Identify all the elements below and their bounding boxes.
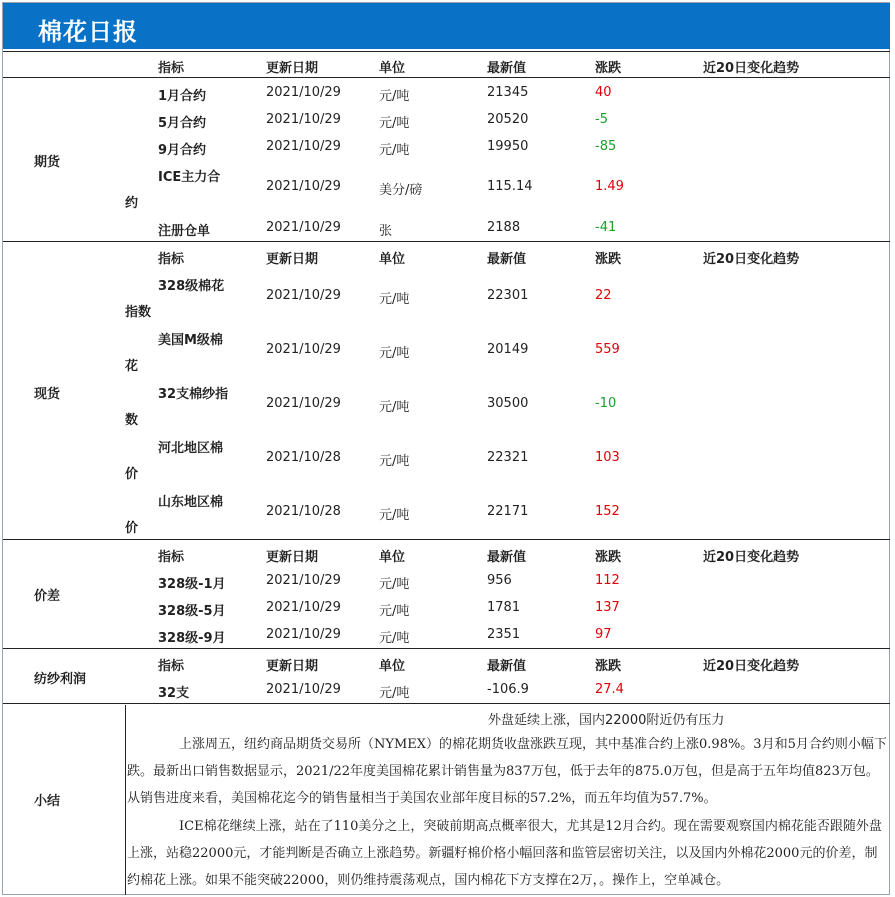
spot-row-value: 22321 xyxy=(487,450,529,465)
futures-row-value: 2188 xyxy=(487,220,521,235)
futures-row-name: ICE主力合 xyxy=(158,170,221,185)
spot-row-date: 2021/10/28 xyxy=(266,450,341,465)
top-header-unit: 单位 xyxy=(379,61,406,76)
futures-row-unit: 美分/磅 xyxy=(379,183,423,198)
futures-row-unit: 元/吨 xyxy=(379,143,410,158)
section-label-profit: 纺纱利润 xyxy=(34,672,87,687)
futures-row-name: 9月合约 xyxy=(158,143,207,158)
profit-row-change: 27.4 xyxy=(595,682,624,697)
spot-row-name-wrap: 数 xyxy=(125,413,139,428)
divider xyxy=(3,703,890,704)
summary-heading: 外盘延续上涨，国内22000附近仍有压力 xyxy=(488,713,725,728)
spot-row-name-wrap: 指数 xyxy=(125,305,152,320)
futures-row-name: 1月合约 xyxy=(158,89,207,104)
top-header-indicator: 指标 xyxy=(158,61,185,76)
spot-header-change: 涨跌 xyxy=(595,252,622,267)
report-title: 棉花日报 xyxy=(38,18,138,46)
spread-row-unit: 元/吨 xyxy=(379,604,410,619)
futures-row-date: 2021/10/29 xyxy=(266,85,341,100)
section-label-futures: 期货 xyxy=(34,155,61,170)
spread-row-date: 2021/10/29 xyxy=(266,573,341,588)
spread-row-unit: 元/吨 xyxy=(379,631,410,646)
futures-row-unit: 元/吨 xyxy=(379,89,410,104)
spot-row-date: 2021/10/29 xyxy=(266,342,341,357)
spot-row-name-wrap: 价 xyxy=(125,521,139,536)
title-bar xyxy=(3,3,890,49)
spot-row-unit: 元/吨 xyxy=(379,454,410,469)
futures-row-name: 5月合约 xyxy=(158,116,207,131)
futures-row-value: 115.14 xyxy=(487,179,533,194)
spot-row-unit: 元/吨 xyxy=(379,292,410,307)
futures-row-unit: 元/吨 xyxy=(379,116,410,131)
spot-row-value: 20149 xyxy=(487,342,529,357)
spot-row-date: 2021/10/29 xyxy=(266,396,341,411)
spot-header-value: 最新值 xyxy=(487,252,527,267)
futures-row-change: -41 xyxy=(595,220,617,235)
profit-header-trend: 近20日变化趋势 xyxy=(703,659,800,674)
spot-row-name-wrap: 价 xyxy=(125,467,139,482)
spot-header-indicator: 指标 xyxy=(158,252,185,267)
profit-row-value: -106.9 xyxy=(487,682,529,697)
profit-header-date: 更新日期 xyxy=(266,659,319,674)
spread-header-indicator: 指标 xyxy=(158,550,185,565)
spread-row-name: 328级-1月 xyxy=(158,577,226,592)
futures-row-name: 注册仓单 xyxy=(158,224,211,239)
spot-row-unit: 元/吨 xyxy=(379,346,410,361)
spot-row-change: 22 xyxy=(595,288,612,303)
futures-row-date: 2021/10/29 xyxy=(266,139,341,154)
spot-header-date: 更新日期 xyxy=(266,252,319,267)
spot-row-unit: 元/吨 xyxy=(379,400,410,415)
futures-row-change: 40 xyxy=(595,85,612,100)
futures-row-value: 19950 xyxy=(487,139,529,154)
spot-header-trend: 近20日变化趋势 xyxy=(703,252,800,267)
futures-row-change: 1.49 xyxy=(595,179,624,194)
spot-row-name: 328级棉花 xyxy=(158,279,225,294)
top-header-date: 更新日期 xyxy=(266,61,319,76)
divider xyxy=(3,51,890,52)
spread-row-change: 97 xyxy=(595,627,612,642)
summary-paragraph-2: ICE棉花继续上涨，站在了110美分之上，突破前期高点概率很大，尤其是12月合约。现在需要观察国内棉花能否跟随外盘上涨，站稳22000元，才能判断是否确立上涨趋势。新疆籽棉价格小幅回落和监管层密切关注，以及国内外棉花2000元的价差，制约棉花上涨。如果不能突破22000，则仍维持震荡观点，国内棉花下方支撑在2万，。操作上，空单减仓。 xyxy=(127,819,882,888)
spread-row-change: 137 xyxy=(595,600,620,615)
futures-row-date: 2021/10/29 xyxy=(266,179,341,194)
futures-row-value: 20520 xyxy=(487,112,529,127)
spot-row-change: 103 xyxy=(595,450,620,465)
spread-row-name: 328级-5月 xyxy=(158,604,226,619)
spread-row-date: 2021/10/29 xyxy=(266,627,341,642)
spread-row-unit: 元/吨 xyxy=(379,577,410,592)
spot-row-name: 32支棉纱指 xyxy=(158,387,229,402)
profit-header-change: 涨跌 xyxy=(595,659,622,674)
spot-row-change: 559 xyxy=(595,342,620,357)
divider xyxy=(3,77,890,78)
spot-row-change: -10 xyxy=(595,396,617,411)
profit-header-unit: 单位 xyxy=(379,659,406,674)
futures-row-date: 2021/10/29 xyxy=(266,220,341,235)
spread-header-trend: 近20日变化趋势 xyxy=(703,550,800,565)
spot-row-name-wrap: 花 xyxy=(125,359,139,374)
futures-row-date: 2021/10/29 xyxy=(266,112,341,127)
section-label-spot: 现货 xyxy=(34,387,61,402)
spot-row-value: 22301 xyxy=(487,288,529,303)
top-header-value: 最新值 xyxy=(487,61,527,76)
spot-row-value: 22171 xyxy=(487,504,529,519)
spot-row-unit: 元/吨 xyxy=(379,508,410,523)
divider xyxy=(3,241,890,242)
spot-row-name: 山东地区棉 xyxy=(158,495,224,510)
spot-header-unit: 单位 xyxy=(379,252,406,267)
spot-row-name: 河北地区棉 xyxy=(158,441,224,456)
profit-header-indicator: 指标 xyxy=(158,659,185,674)
spot-row-value: 30500 xyxy=(487,396,529,411)
section-label-spread: 价差 xyxy=(34,589,61,604)
profit-row-date: 2021/10/29 xyxy=(266,682,341,697)
spread-row-value: 956 xyxy=(487,573,512,588)
spot-row-date: 2021/10/28 xyxy=(266,504,341,519)
spread-row-value: 1781 xyxy=(487,600,521,615)
spread-header-date: 更新日期 xyxy=(266,550,319,565)
divider xyxy=(3,648,890,649)
spread-row-value: 2351 xyxy=(487,627,521,642)
spot-row-change: 152 xyxy=(595,504,620,519)
profit-header-value: 最新值 xyxy=(487,659,527,674)
spread-row-name: 328级-9月 xyxy=(158,631,226,646)
spread-header-unit: 单位 xyxy=(379,550,406,565)
futures-row-name-wrap: 约 xyxy=(125,196,139,211)
spread-row-change: 112 xyxy=(595,573,620,588)
section-label-summary: 小结 xyxy=(34,794,61,809)
futures-row-unit: 张 xyxy=(379,224,393,239)
top-header-change: 涨跌 xyxy=(595,61,622,76)
spread-row-date: 2021/10/29 xyxy=(266,600,341,615)
spread-header-value: 最新值 xyxy=(487,550,527,565)
divider xyxy=(3,539,890,540)
profit-row-unit: 元/吨 xyxy=(379,686,410,701)
futures-row-change: -85 xyxy=(595,139,617,154)
spot-row-name: 美国M级棉 xyxy=(158,333,223,348)
spread-header-change: 涨跌 xyxy=(595,550,622,565)
summary-paragraph-1: 上涨周五，纽约商品期货交易所（NYMEX）的棉花期货收盘涨跌互现，其中基准合约上涨0.98%。3月和5月合约则小幅下跌。最新出口销售数据显示，2021/22年度美国棉花累计销售量为837万包，低于去年的875.0万包，但是高于五年均值823万包。从销售进度来看，美国棉花迄今的销售量相当于美国农业部年度目标的57.2%，而五年均值为57.7%。 xyxy=(127,737,887,806)
futures-row-change: -5 xyxy=(595,112,608,127)
futures-row-value: 21345 xyxy=(487,85,529,100)
spot-row-date: 2021/10/29 xyxy=(266,288,341,303)
top-header-trend: 近20日变化趋势 xyxy=(703,61,800,76)
profit-row-name: 32支 xyxy=(158,686,190,701)
